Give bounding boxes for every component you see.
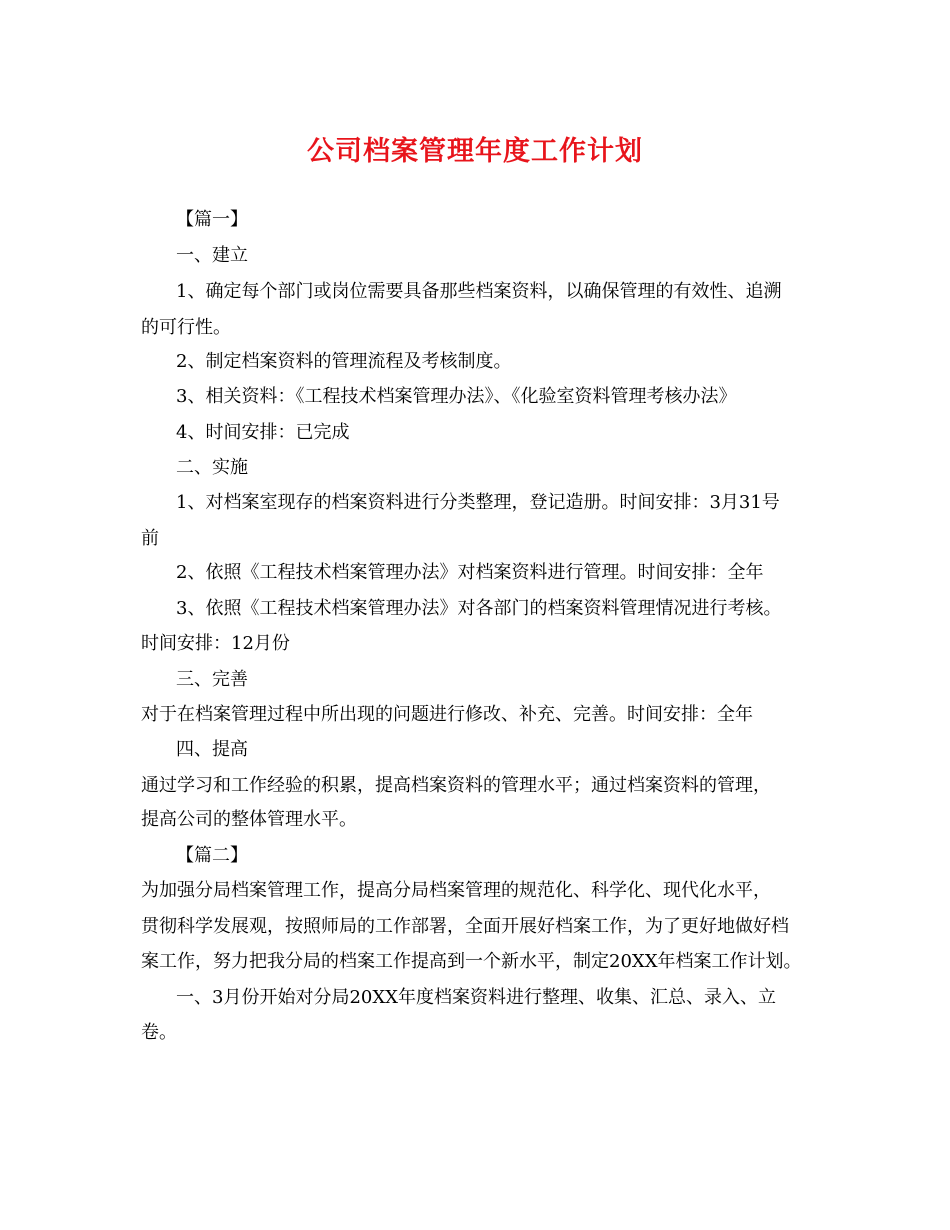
paragraph-line: 二、实施 <box>176 457 248 478</box>
paragraph-line: 2、制定档案资料的管理流程及考核制度。 <box>176 351 512 372</box>
paragraph-line: 3、相关资料：《工程技术档案管理办法》、《化验室资料管理考核办法》 <box>176 386 737 407</box>
paragraph-line: 为加强分局档案管理工作，提高分局档案管理的规范化、科学化、现代化水平， <box>141 880 771 901</box>
paragraph-line: 一、建立 <box>176 245 248 266</box>
paragraph-line: 的可行性。 <box>141 317 231 338</box>
paragraph-line: 前 <box>141 528 159 549</box>
paragraph-line: 提高公司的整体管理水平。 <box>141 809 357 830</box>
paragraph-line: 通过学习和工作经验的积累，提高档案资料的管理水平；通过档案资料的管理， <box>141 775 771 796</box>
paragraph-line: 1、对档案室现存的档案资料进行分类整理，登记造册。时间安排：3月31号 <box>176 492 780 513</box>
document-title: 公司档案管理年度工作计划 <box>307 136 643 167</box>
paragraph-line: 3、依照《工程技术档案管理办法》对各部门的档案资料管理情况进行考核。 <box>176 598 782 619</box>
paragraph-line: 对于在档案管理过程中所出现的问题进行修改、补充、完善。时间安排：全年 <box>141 704 753 725</box>
paragraph-line: 1、确定每个部门或岗位需要具备那些档案资料，以确保管理的有效性、追溯 <box>176 281 782 302</box>
paragraph-line: 【篇二】 <box>176 845 248 866</box>
paragraph-line: 贯彻科学发展观，按照师局的工作部署，全面开展好档案工作，为了更好地做好档 <box>141 916 789 937</box>
paragraph-line: 四、提高 <box>176 739 248 760</box>
paragraph-line: 案工作，努力把我分局的档案工作提高到一个新水平，制定20XX年档案工作计划。 <box>141 951 802 972</box>
paragraph-line: 卷。 <box>141 1022 177 1043</box>
paragraph-line: 2、依照《工程技术档案管理办法》对档案资料进行管理。时间安排：全年 <box>176 562 764 583</box>
paragraph-line: 【篇一】 <box>176 209 248 230</box>
paragraph-line: 三、完善 <box>176 669 248 690</box>
paragraph-line: 时间安排：12月份 <box>141 633 290 654</box>
paragraph-line: 4、时间安排：已完成 <box>176 422 350 443</box>
paragraph-line: 一、3月份开始对分局20XX年度档案资料进行整理、收集、汇总、录入、立 <box>176 987 776 1008</box>
